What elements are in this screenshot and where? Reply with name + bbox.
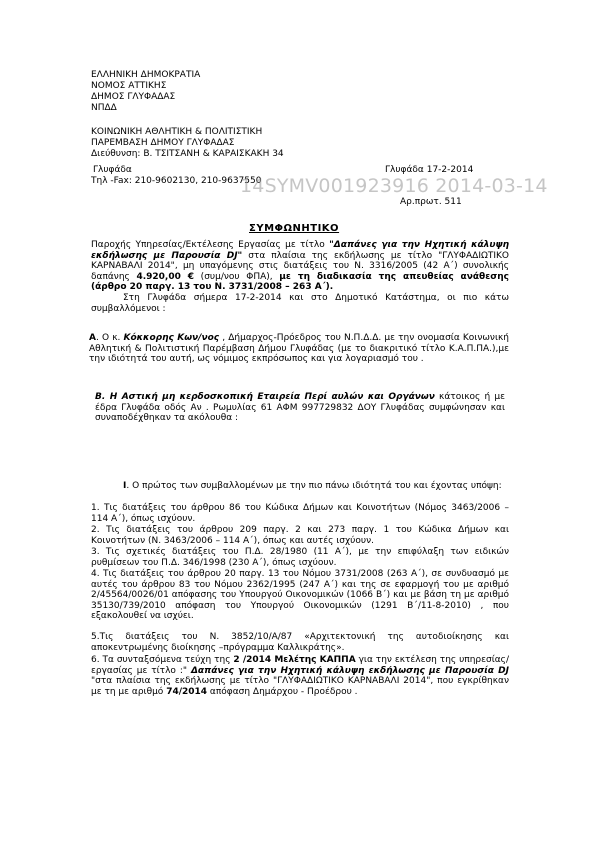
header-place: Γλυφάδα [93,165,132,175]
header-line-organization-2: ΠΑΡΕΜΒΑΣΗ ΔΗΜΟΥ ΓΛΥΦΑΔΑΣ [91,138,235,148]
party-b-text: κάτοικος ή με έδρα Γλυφάδα οδός Αν . Ρωμυλίας 61 ΑΦΜ 997729832 ΔΟΥ Γλυφάδας συμφώνησαν και συναποδέχθηκαν τα ακόλουθα : [95,392,505,424]
intro-text-1: Παροχής Υπηρεσίας/Εκτέλεσης Εργασίας με τίτλο [91,240,330,250]
header-line-republic: ΕΛΛΗΝΙΚΗ ΔΗΜΟΚΡΑΤΙΑ [91,70,201,80]
header-address: Διεύθυνση: Β. ΤΣΙΤΣΑΝΗ & ΚΑΡΑΙΣΚΑΚΗ 34 [91,149,284,159]
party-b-name: Β. Η Αστική μη κερδοσκοπική Εταιρεία Περί αυλών και Οργάνων [95,392,435,402]
item-6-study: 2 /2014 Μελέτης ΚΑΠΠΑ [233,655,356,665]
place-date-paragraph: Στη Γλυφάδα σήμερα 17-2-2014 και στο Δημοτικό Κατάστημα, οι πιο κάτω συμβαλλόμενοι : [91,293,509,314]
item-2: 2. Τις διατάξεις του άρθρου 209 παργ. 2 και 273 παργ. 1 του Κώδικα Δήμων και Κοινοτήτων (Ν. 3463/2006 – 114 Α΄), όπως και αυτές ισχύουν. [91,525,509,546]
intro-service-title: "Δαπάνες για την Ηχητική κάλυψη εκδήλωσης με Παρουσία DJ" [91,240,509,261]
item-1: 1. Τις διατάξεις του άρθρου 86 του Κώδικα Δήμων και Κοινοτήτων (Νόμος 3463/2006 – 114 Α΄), όπως ισχύουν. [91,503,509,524]
item-6 [91,655,509,697]
intro-amount: 4.920,00 € [136,271,195,282]
party-a-letter: Α [89,333,96,343]
header-date: Γλυφάδα 17-2-2014 [385,165,474,175]
item-6-text-1: 6. Τα συνταξσόμενα τεύχη της [91,655,234,665]
item-6-text-3: "στα πλαίσια της εκδήλωσης με τίτλο "ΓΛΥΦΑΔΙΩΤΙΚΟ ΚΑΡΝΑΒΑΛΙ 2014", που εγκρίθηκαν με τη με αριθμό [91,676,509,697]
intro-text-2: στα πλαίσια της εκδήλωσης με τίτλο "ΓΛΥΦΑΔΙΩΤΙΚΟ ΚΑΡΝΑΒΑΛΙ 2014", μη υπαγόμενης στις διατάξεις του Ν. 3316/2005 (42 Α΄) συνολικής δαπάνης [91,250,509,282]
header-line-organization: ΚΟΙΝΩΝΙΚΗ ΑΘΛΗΤΙΚΗ & ΠΟΛΙΤΙΣΤΙΚΗ [91,127,263,137]
header-line-entity-type: ΝΠΔΔ [91,103,117,113]
item-6-text-2: για την εκτέλεση της υπηρεσίας/εργασίας με τίτλο :" [91,655,510,676]
header-line-prefecture: ΝΟΜΟΣ ΑΤΤΙΚΗΣ [91,81,167,91]
section-one-text: . Ο πρώτος των συμβαλλομένων με την πιο πάνω ιδιότητά του και έχοντας υπόψη: [126,481,502,491]
party-a-prefix: . Ο κ. [95,333,124,343]
party-b-paragraph [95,392,505,424]
registry-watermark: 14SYMV001923916 2014-03-14 [240,175,548,197]
item-6-service-title: Δαπάνες για την Ηχητική κάλυψη εκδήλωσης με Παρουσία DJ [190,665,509,676]
header-phone: Τηλ -Fax: 210-9602130, 210-9637550 [91,176,262,186]
document-title: ΣΥΜΦΩΝΗΤΙΚΟ [249,223,340,234]
header-line-municipality: ΔΗΜΟΣ ΓΛΥΦΑΔΑΣ [91,92,176,102]
intro-text-3: (συμ/νου ΦΠΑ), [194,271,280,282]
protocol-number: Αρ.πρωτ. 511 [400,197,462,207]
item-6-text-4: απόφαση Δημάρχου - Προέδρου . [207,686,358,697]
party-a-name: Κόκκορης Κων/νος [123,333,220,343]
party-a-text: , Δήμαρχος-Πρόεδρος του Ν.Π.Δ.Δ. με την ονομασία Κοινωνική Αθλητική & Πολιτιστική Παρέμβαση Δήμου Γλυφάδας (με το διακριτικό τίτλο Κ.Α.Π.ΠΑ.),με την ιδιότητά του αυτή, ως νόμιμος εκπρόσωπος και για λογαριασμό του . [89,333,509,365]
section-one-numeral: Ι [123,481,127,491]
section-one-paragraph [91,481,509,492]
item-4: 4. Τις διατάξεις του άρθρου 20 παργ. 13 του Νόμου 3731/2008 (263 Α΄), σε συνδυασμό με αυτές του άρθρου 83 του Νόμου 2362/1995 (247 Α΄) και της σε εφαρμογή του με αριθμό 2/45564/0026/01 απόφασης του Υπουργού Οικονομικών (1066 Β΄) και με βάση τη με αριθμό 35130/739/2010 απόφαση του Υπουργού Οικονομικών (1291 Β΄/11-8-2010) , που εξακολουθεί να ισχύει. [91,569,509,622]
intro-paragraph [91,240,509,293]
item-3: 3. Τις σχετικές διατάξεις του Π.Δ. 28/1980 (11 Α΄), με την επιφύλαξη των ειδικών ρυθμίσεων του Π.Δ. 346/1998 (230 Α΄), όπως ισχύουν. [91,547,509,568]
item-6-decision-number: 74/2014 [166,686,208,697]
party-a-paragraph [89,333,509,365]
intro-procedure: με τη διαδικασία της απευθείας ανάθεσης (άρθρο 20 παργ. 13 του Ν. 3731/2008 – 263 Α΄). [91,271,510,293]
item-5: 5.Τις διατάξεις του Ν. 3852/10/Α/87 «Αρχιτεκτονική της αυτοδιοίκησης και αποκεντρωμένης διοίκησης –πρόγραμμα Καλλικράτης». [91,632,509,653]
